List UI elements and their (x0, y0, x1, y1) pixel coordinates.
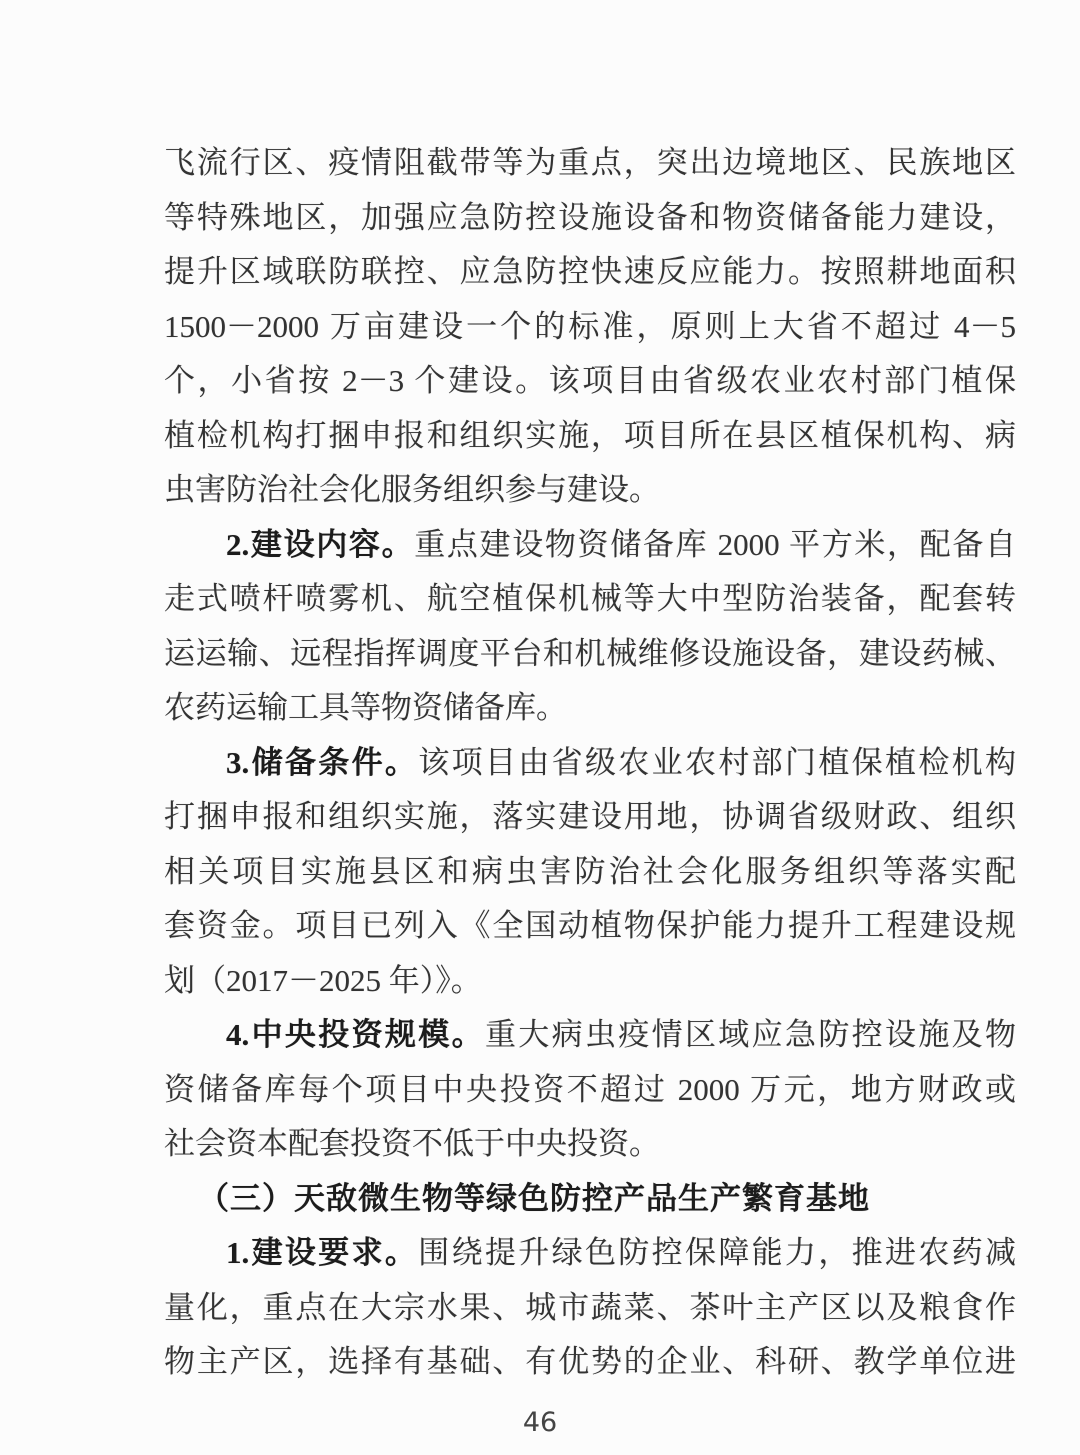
text-line: 农药运输工具等物资储备库。 (164, 690, 567, 725)
run-in-label: 4.中央投资规模。 (226, 1017, 485, 1052)
document-body (164, 136, 1016, 1390)
text-line: 资储备库每个项目中央投资不超过 2000 万元，地方财政或 (164, 1071, 1016, 1107)
text-line: 飞流行区、疫情阻截带等为重点，突出边境地区、民族地区 (164, 145, 1016, 180)
text-line: 4.中央投资规模。重大病虫疫情区域应急防控设施及物 (226, 1017, 1017, 1052)
text-line: 1500－2000 万亩建设一个的标准，原则上大省不超过 4－5 (164, 308, 1016, 344)
text-line: 等特殊地区，加强应急防控设施设备和物资储备能力建设， (164, 199, 1016, 235)
text-line: 2.建设内容。重点建设物资储备库 2000 平方米，配备自 (226, 526, 1017, 562)
page-number: 46 (522, 1407, 558, 1438)
run-in-label: 1.建设要求。 (226, 1235, 419, 1270)
paragraph (164, 518, 1016, 736)
text-line: 1.建设要求。围绕提升绿色防控保障能力，推进农药减 (226, 1235, 1017, 1270)
text-line: 相关项目实施县区和病虫害防治社会化服务组织等落实配 (164, 853, 1016, 889)
text-line: （三）天敌微生物等绿色防控产品生产繁育基地 (198, 1180, 870, 1216)
text-line: 提升区域联防联控、应急防控快速反应能力。按照耕地面积 (164, 254, 1016, 289)
text-line: 个，小省按 2－3 个建设。该项目由省级农业农村部门植保 (164, 363, 1016, 398)
paragraph (164, 736, 1016, 1009)
text-line: 3.储备条件。该项目由省级农业农村部门植保植检机构 (226, 744, 1017, 780)
section-heading (164, 1172, 1016, 1227)
text-line: 物主产区，选择有基础、有优势的企业、科研、教学单位进 (164, 1344, 1016, 1379)
text-line: 社会资本配套投资不低于中央投资。 (164, 1126, 660, 1161)
run-in-label: 3.储备条件。 (226, 744, 419, 780)
paragraph (164, 1008, 1016, 1172)
text-line: 虫害防治社会化服务组织参与建设。 (164, 472, 660, 507)
text-line: 走式喷杆喷雾机、航空植保机械等大中型防治装备，配套转 (164, 581, 1016, 616)
text-line: 运运输、远程指挥调度平台和机械维修设施设备，建设药械、 (164, 635, 1016, 671)
text-line: 套资金。项目已列入《全国动植物保护能力提升工程建设规 (164, 908, 1016, 943)
paragraph (164, 136, 1016, 518)
paragraph (164, 1226, 1016, 1390)
text-line: 打捆申报和组织实施，落实建设用地，协调省级财政、组织 (164, 799, 1016, 834)
run-in-label: 2.建设内容。 (226, 526, 415, 562)
text-line: 量化，重点在大宗水果、城市蔬菜、茶叶主产区以及粮食作 (164, 1289, 1016, 1325)
text-line: 植检机构打捆申报和组织实施，项目所在县区植保机构、病 (164, 417, 1016, 453)
text-line: 划（2017－2025 年）》。 (164, 962, 482, 998)
